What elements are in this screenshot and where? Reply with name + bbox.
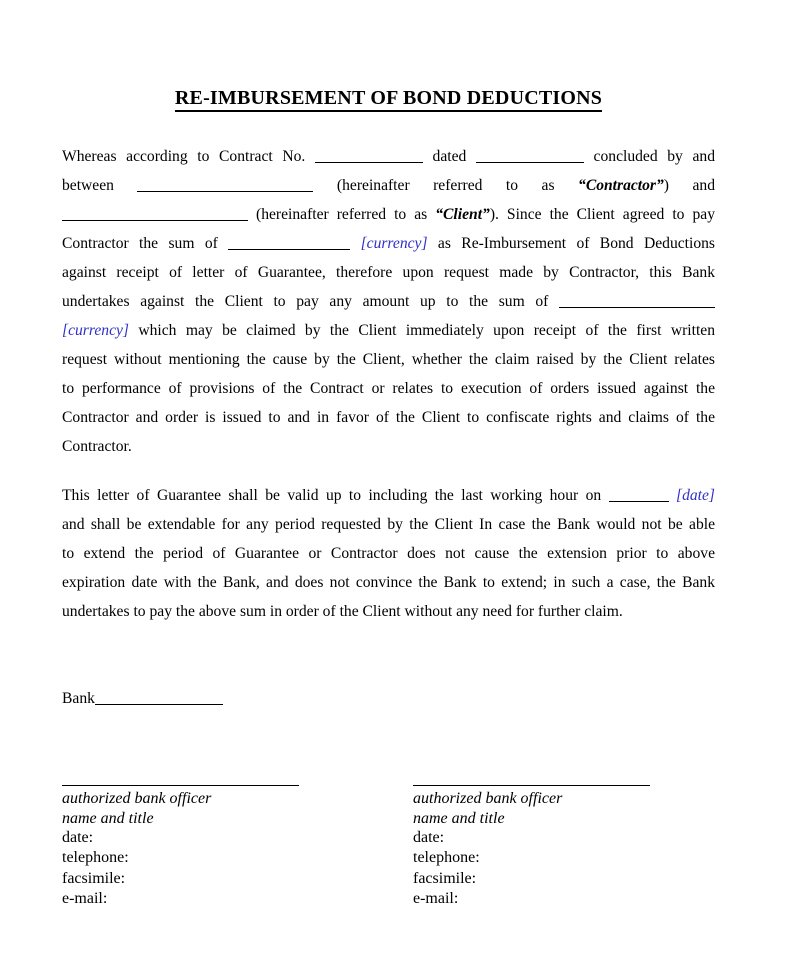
- text-run: ). Since the Client agreed to pay: [489, 206, 715, 223]
- text-line: [62, 597, 715, 626]
- document-title: [62, 87, 715, 109]
- fill-in-blank[interactable]: [476, 149, 584, 163]
- signature-line[interactable]: [413, 785, 650, 786]
- document-title-text: RE-IMBURSEMENT OF BOND DEDUCTIONS: [175, 87, 602, 112]
- text-run: which may be claimed by the Client immediately upon receipt of the first written: [128, 322, 715, 339]
- bank-name-blank[interactable]: [95, 691, 223, 705]
- text-run: request without mentioning the cause by the Client, whether the claim raised by the Client relates: [62, 351, 715, 368]
- bank-row: [62, 684, 715, 713]
- text-line: [62, 568, 715, 597]
- text-run: expiration date with the Bank, and does not convince the Bank to extend; in such a case, the Bank: [62, 574, 715, 591]
- text-run: to performance of provisions of the Contract or relates to execution of orders issued against the: [62, 380, 715, 397]
- fill-in-blank[interactable]: [609, 488, 669, 502]
- text-run: dated: [422, 148, 476, 165]
- text-run: undertakes against the Client to pay any amount up to the sum of: [62, 293, 559, 310]
- text-line: [62, 403, 715, 432]
- signature-field-telephone[interactable]: telephone:: [62, 849, 129, 867]
- text-run: undertakes to pay the above sum in order of the Client without any need for further claim.: [62, 603, 623, 620]
- text-line: [62, 258, 715, 287]
- signature-field-telephone[interactable]: telephone:: [413, 849, 480, 867]
- text-run: (hereinafter referred to as: [248, 206, 436, 223]
- text-line: [62, 481, 715, 510]
- text-run: against receipt of letter of Guarantee, therefore upon request made by Contractor, this Bank: [62, 264, 715, 281]
- defined-term: “Contractor”: [578, 177, 664, 194]
- signature-field-email[interactable]: e-mail:: [413, 889, 459, 907]
- text-line: [62, 229, 715, 258]
- bank-label: Bank: [62, 690, 95, 707]
- text-run: Contractor.: [62, 438, 132, 455]
- fill-in-blank[interactable]: [228, 236, 350, 250]
- text-line: [62, 374, 715, 403]
- text-line: [62, 539, 715, 568]
- text-line: [62, 316, 715, 345]
- text-run: and shall be extendable for any period requested by the Client In case the Bank would not be able: [62, 516, 715, 533]
- text-run: Contractor and order is issued to and in favor of the Client to confiscate rights and claims of the: [62, 409, 715, 426]
- signature-section: [62, 785, 715, 909]
- signature-field-facsimile[interactable]: facsimile:: [413, 869, 477, 887]
- text-run: Whereas according to Contract No.: [62, 148, 315, 165]
- text-run: [350, 235, 360, 252]
- signature-field-email[interactable]: e-mail:: [62, 889, 108, 907]
- signature-role-label: authorized bank officer: [413, 790, 563, 807]
- signature-field-date[interactable]: date:: [413, 829, 445, 846]
- placeholder-token: [currency]: [62, 322, 129, 339]
- text-line: [62, 142, 715, 171]
- placeholder-token: [currency]: [360, 235, 428, 252]
- signature-field-date[interactable]: date:: [62, 829, 94, 846]
- text-run: This letter of Guarantee shall be valid up to including the last working hour on: [62, 487, 609, 504]
- text-run: (hereinafter referred to as: [313, 177, 579, 194]
- signature-line[interactable]: [62, 785, 299, 786]
- text-line: [62, 200, 715, 229]
- placeholder-token: [date]: [676, 487, 715, 504]
- paragraph-whereas-clause: [62, 142, 715, 461]
- defined-term: “Client”: [435, 206, 490, 223]
- fill-in-blank[interactable]: [62, 207, 248, 221]
- text-line: [62, 171, 715, 200]
- fill-in-blank[interactable]: [315, 149, 423, 163]
- signature-field-facsimile[interactable]: facsimile:: [62, 869, 126, 887]
- signature-name-title-label: name and title: [62, 809, 154, 827]
- fill-in-blank[interactable]: [559, 294, 715, 308]
- text-run: between: [62, 177, 138, 194]
- text-line: [62, 432, 715, 461]
- text-run: to extend the period of Guarantee or Contractor does not cause the extension prior to above: [62, 545, 715, 562]
- text-line: [62, 287, 715, 316]
- signature-column-right: [413, 785, 650, 909]
- text-run: concluded by and: [583, 148, 715, 165]
- text-line: [62, 345, 715, 374]
- text-run: [669, 487, 676, 504]
- fill-in-blank[interactable]: [137, 178, 313, 192]
- text-run: Contractor the sum of: [62, 235, 229, 252]
- signature-column-left: [62, 785, 299, 909]
- text-run: ) and: [663, 177, 715, 194]
- signature-role-label: authorized bank officer: [62, 790, 212, 807]
- paragraph-validity-clause: [62, 481, 715, 626]
- text-run: as Re-Imbursement of Bond Deductions: [427, 235, 715, 252]
- text-line: [62, 510, 715, 539]
- signature-name-title-label: name and title: [413, 809, 505, 827]
